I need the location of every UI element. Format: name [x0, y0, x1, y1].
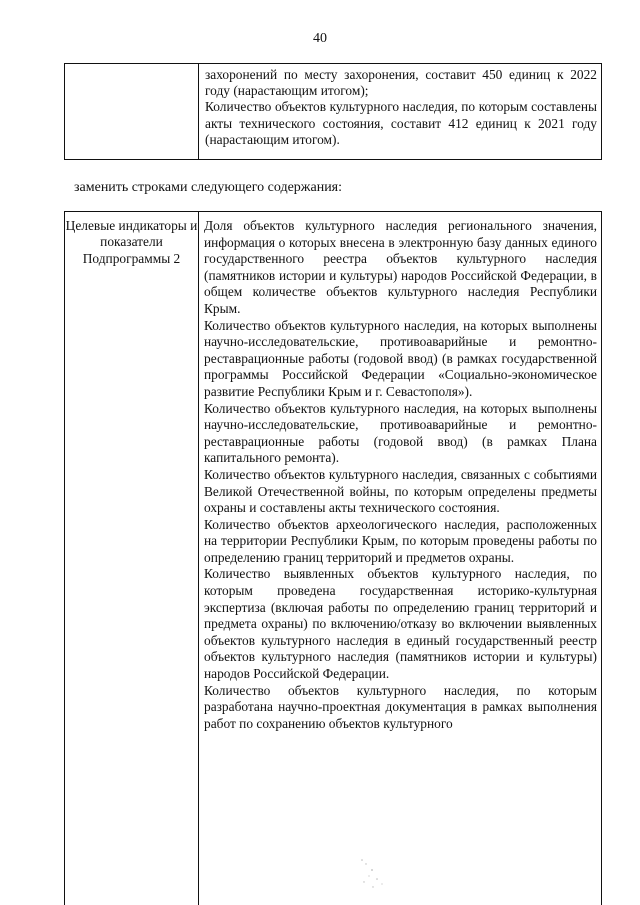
indicator-paragraph: Количество объектов культурного наследия, по которым разработана научно-проектная документация в рамках выполнения работ по сохранению объектов культурного: [204, 682, 597, 731]
continued-table: [64, 63, 602, 160]
indicator-paragraph: Доля объектов культурного наследия регионального значения, информация о которых внесена в электронную базу данных единого государственного реестра объектов культурного наследия (памятников истории и культуры) народов Российской Федерации, в общем количестве объектов культурного наследия Республики Крым.: [204, 218, 597, 316]
table-paragraph: захоронений по месту захоронения, составит 450 единиц к 2022 году (нарастающим итогом);: [205, 67, 597, 99]
indicators-label-cell: Целевые индикаторы и показатели Подпрограммы 2: [65, 212, 199, 905]
indicator-paragraph: Количество объектов культурного наследия, связанных с событиями Великой Отечественной войны, по которым определены предметы охраны и составлены акты технического состояния.: [204, 466, 597, 516]
indicators-content-cell: [199, 212, 601, 905]
table-paragraph: Количество объектов культурного наследия, по которым составлены акты технического состояния, составит 412 единиц к 2021 году (нарастающим итогом).: [205, 99, 597, 147]
replacement-intro: заменить строками следующего содержания:: [74, 180, 343, 195]
table-right-cell: [199, 64, 601, 159]
scan-artifact: [342, 852, 402, 892]
table-left-cell: [65, 64, 199, 159]
indicators-table: [64, 211, 602, 905]
indicator-paragraph: Количество объектов культурного наследия, на которых выполнены научно-исследовательские, противоаварийные и ремонтно-реставрационные работы (годовой ввод) (в рамках государственной программы Российской Федерации «Социально-экономическое развитие Республики Крым и г. Севастополя»).: [204, 317, 597, 399]
page-number: 40: [313, 31, 327, 46]
indicator-paragraph: Количество выявленных объектов культурного наследия, по которым проведена государственная историко-культурная экспертиза (включая работы по определению границ территорий и предмета охраны) по включению/отказу во включении выявленных объектов культурного наследия в единый государственный реестр объектов культурного наследия (памятников истории и культуры) народов Российской Федерации.: [204, 566, 597, 682]
indicator-paragraph: Количество объектов культурного наследия, на которых выполнены научно-исследовательские, противоаварийные и ремонтно-реставрационные работы (годовой ввод) (в рамках Плана капитального ремонта).: [204, 400, 597, 466]
indicator-paragraph: Количество объектов археологического наследия, расположенных на территории Республики Крым, по которым проведены работы по определению границ территорий и предметов охраны.: [204, 516, 597, 565]
